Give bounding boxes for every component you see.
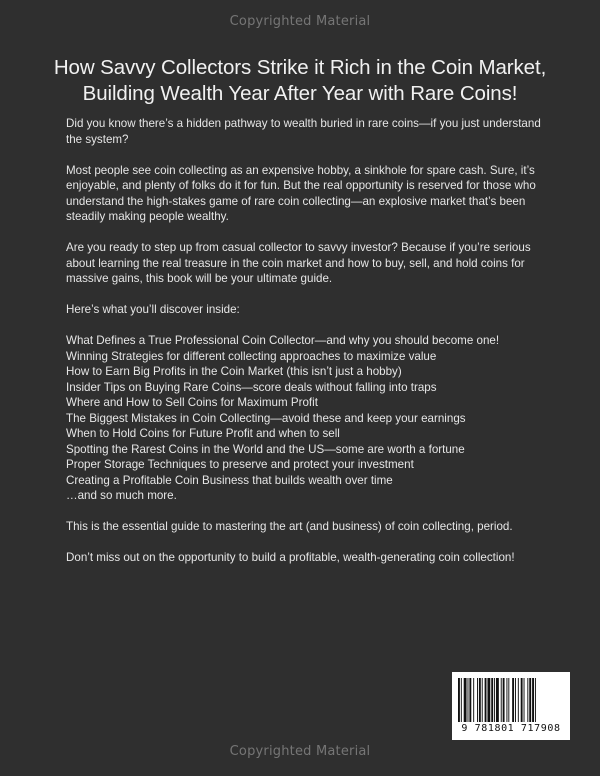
blurb-body [66,116,558,581]
watermark-bottom: Copyrighted Material [229,744,371,759]
closing-paragraph: Don’t miss out on the opportunity to build a profitable, wealth-generating coin collection! [66,551,515,564]
barcode-bar [464,678,467,722]
feature-item: …and so much more. [66,489,177,502]
barcode-bar [491,678,493,722]
barcode-bar [527,678,528,722]
barcode-bar [487,678,490,722]
barcode-bar [501,678,502,722]
barcode-bar [485,678,487,722]
feature-list [66,333,558,504]
barcode-bar [461,678,462,722]
barcode-bar [468,678,469,722]
barcode-bar [506,678,507,722]
barcode-bar [532,678,534,722]
barcode-bar [479,678,481,722]
barcode-bar [512,678,514,722]
barcode-bar [535,678,536,722]
feature-item: When to Hold Coins for Future Profit and when to sell [66,427,340,440]
barcode-bar [508,678,509,722]
barcode-bar [518,678,519,722]
watermark-top: Copyrighted Material [229,14,371,29]
feature-item: Proper Storage Techniques to preserve and protect your investment [66,458,414,471]
barcode-bar [494,678,495,722]
intro-paragraph: Most people see coin collecting as an expensive hobby, a sinkhole for spare cash. Sure, it’s enjoyable, and plenty of folks do it for fun. But the real opportunity is reserved for those who understand the high-stakes game of rare coin collecting—an explosive market that’s been steadily making people wealthy. [66,163,536,223]
barcode-bar [524,678,525,722]
feature-item: Insider Tips on Buying Rare Coins—score deals without falling into traps [66,380,437,394]
intro-paragraph: Did you know there’s a hidden pathway to wealth buried in rare coins—if you just understand the system? [66,117,541,146]
barcode-bar [529,678,531,722]
headline-line-2: Building Wealth Year After Year with Rare Coins! [82,82,518,105]
feature-item: Where and How to Sell Coins for Maximum Profit [66,396,318,409]
barcode-bar [458,678,460,722]
barcode-bar [503,678,505,722]
barcode-bar [469,678,471,722]
feature-item: The Biggest Mistakes in Coin Collecting—avoid these and keep your earnings [66,411,466,425]
barcode-bar [473,678,474,722]
barcode-bar [477,678,478,722]
closing-paragraph: This is the essential guide to mastering the art (and business) of coin collecting, period. [66,520,513,533]
feature-item: What Defines a True Professional Coin Collector—and why you should become one! [66,334,500,347]
discover-heading: Here’s what you’ll discover inside: [66,303,240,316]
feature-item: How to Earn Big Profits in the Coin Market (this isn’t just a hobby) [66,365,402,378]
barcode-bar [521,678,523,722]
feature-item: Creating a Profitable Coin Business that builds wealth over time [66,473,393,487]
back-cover-headline [30,55,570,107]
feature-item: Spotting the Rarest Coins in the World and the US—some are worth a fortune [66,442,465,456]
headline-line-1: How Savvy Collectors Strike it Rich in the Coin Market, [53,56,547,79]
isbn-digits: 9 781801 717908 [461,723,561,734]
barcode-bar [515,678,516,722]
intro-paragraph: Are you ready to step up from casual collector to savvy investor? Because if you’re serious about learning the real treasure in the coin market and how to buy, sell, and hold coins for massive gains, this book will be your ultimate guide. [66,241,531,285]
barcode-bar [482,678,483,722]
feature-item: Winning Strategies for different collecting approaches to maximize value [66,349,437,363]
isbn-barcode [452,672,570,740]
barcode-bar [496,678,499,722]
